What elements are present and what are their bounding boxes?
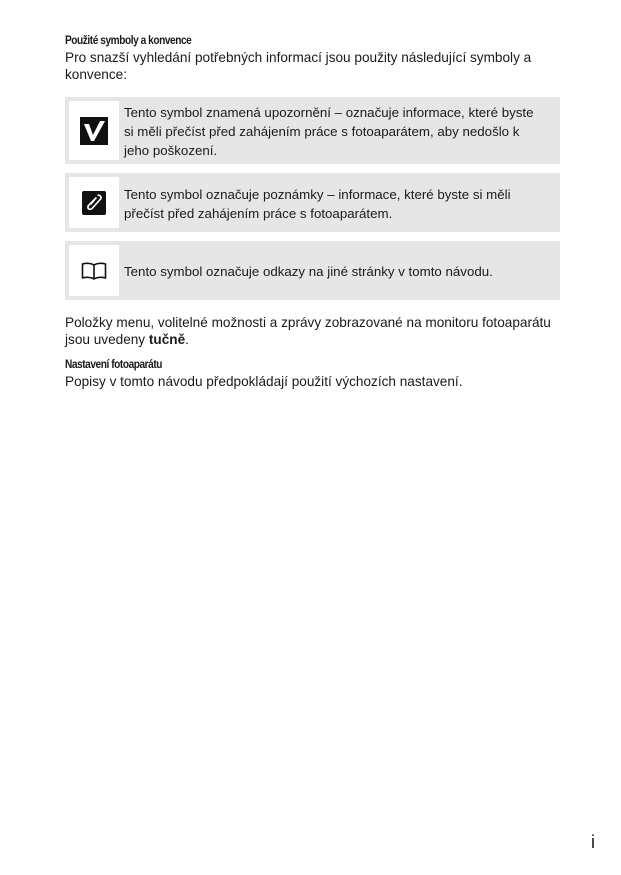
bold-term: tučně [148,332,186,347]
intro-paragraph: Pro snazší vyhledání potřebných informací jsou použity následující symboly a konvence: [65,50,532,82]
note-icon-cell [69,177,119,228]
section-heading-settings: Nastavení fotoaparátu [65,359,163,371]
caution-text: Tento symbol znamená upozornění – označuje informace, které byste si měli přečíst před zahájením práce s fotoaparátem, aby nedošlo k jeho poškození. [124,105,534,158]
menu-convention-text: Položky menu, volitelné možnosti a zprávy zobrazované na monitoru fotoaparátu jsou uvedeny [65,315,551,347]
page-content [65,33,560,390]
note-text: Tento symbol označuje poznámky – informace, které byste si měli přečíst před zahájením práce s fotoaparátem. [124,186,511,221]
reference-text: Tento symbol označuje odkazy na jiné stránky v tomto návodu. [124,264,493,279]
open-book-icon [81,261,107,281]
caution-check-icon [80,117,108,145]
menu-convention-end: . [185,332,189,347]
reference-box [65,241,560,300]
note-pencil-icon [82,191,106,215]
caution-icon-cell [69,101,119,160]
caution-box [65,97,560,164]
settings-paragraph: Popisy v tomto návodu předpokládají použití výchozích nastavení. [65,374,463,389]
section-heading-symbols: Použité symboly a konvence [65,35,192,47]
note-box [65,173,560,232]
reference-icon-cell [69,245,119,296]
menu-convention-paragraph [65,314,560,348]
page-number: i [591,832,595,852]
